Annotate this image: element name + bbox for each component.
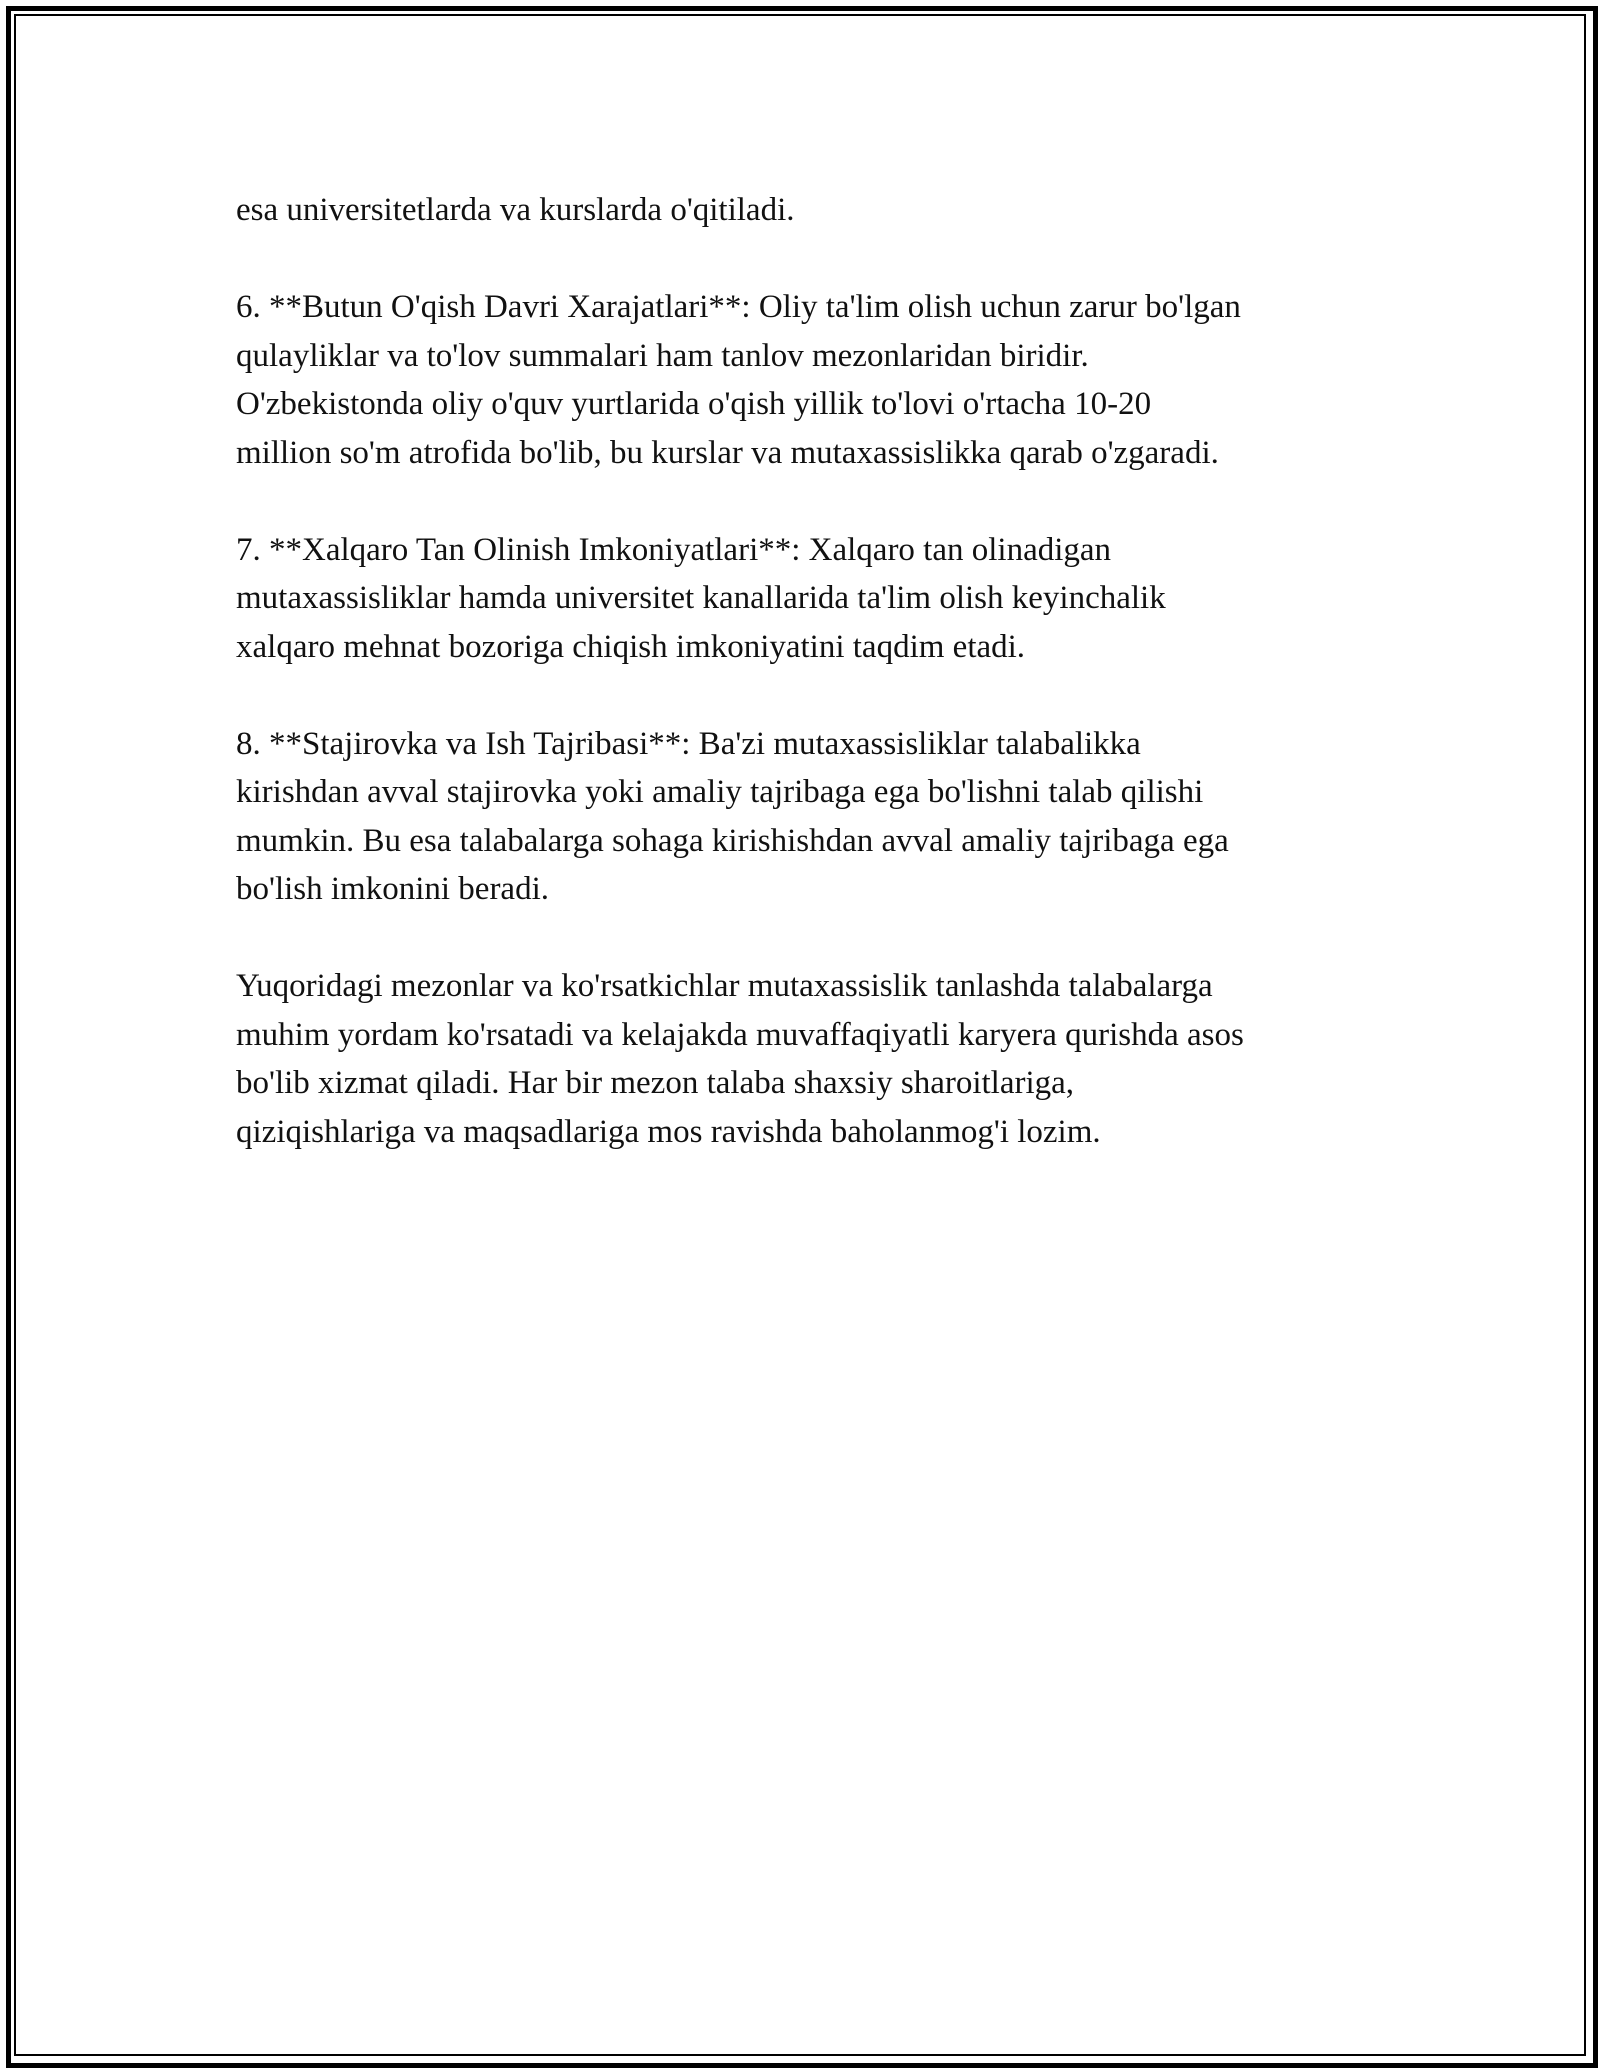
paragraph-conclusion: Yuqoridagi mezonlar va ko'rsatkichlar mutaxassislik tanlashda talabalarga muhim yordam ko'rsatadi va kelajakda muvaffaqiyatli karyera qurishda asos bo'lib xizmat qiladi. Har bir mezon talaba shaxsiy sharoitlariga, qiziqishlariga va maqsadlariga mos ravishda baholanmog'i lozim. bbox=[236, 968, 1244, 1150]
document-body bbox=[236, 186, 1386, 1205]
paragraph-item-8: 8. **Stajirovka va Ish Tajribasi**: Ba'zi mutaxassisliklar talabalikka kirishdan avval stajirovka yoki amaliy tajribaga ega bo'lishni talab qilishi mumkin. Bu esa talabalarga sohaga kirishishdan avval amaliy tajribaga ega bo'lish imkonini beradi. bbox=[236, 725, 1229, 907]
paragraph-item-7: 7. **Xalqaro Tan Olinish Imkoniyatlari**: Xalqaro tan olinadigan mutaxassisliklar hamda universitet kanallarida ta'lim olish keyinchalik xalqaro mehnat bozoriga chiqish imkoniyatini taqdim etadi. bbox=[236, 531, 1166, 665]
paragraph-item-6: 6. **Butun O'qish Davri Xarajatlari**: Oliy ta'lim olish uchun zarur bo'lgan qulayliklar va to'lov summalari ham tanlov mezonlaridan biridir. O'zbekistonda oliy o'quv yurtlarida o'qish yillik to'lovi o'rtacha 10-20 million so'm atrofida bo'lib, bu kurslar va mutaxassislikka qarab o'zgaradi. bbox=[236, 289, 1241, 471]
paragraph-continuation: esa universitetlarda va kurslarda o'qitiladi. bbox=[236, 192, 795, 228]
